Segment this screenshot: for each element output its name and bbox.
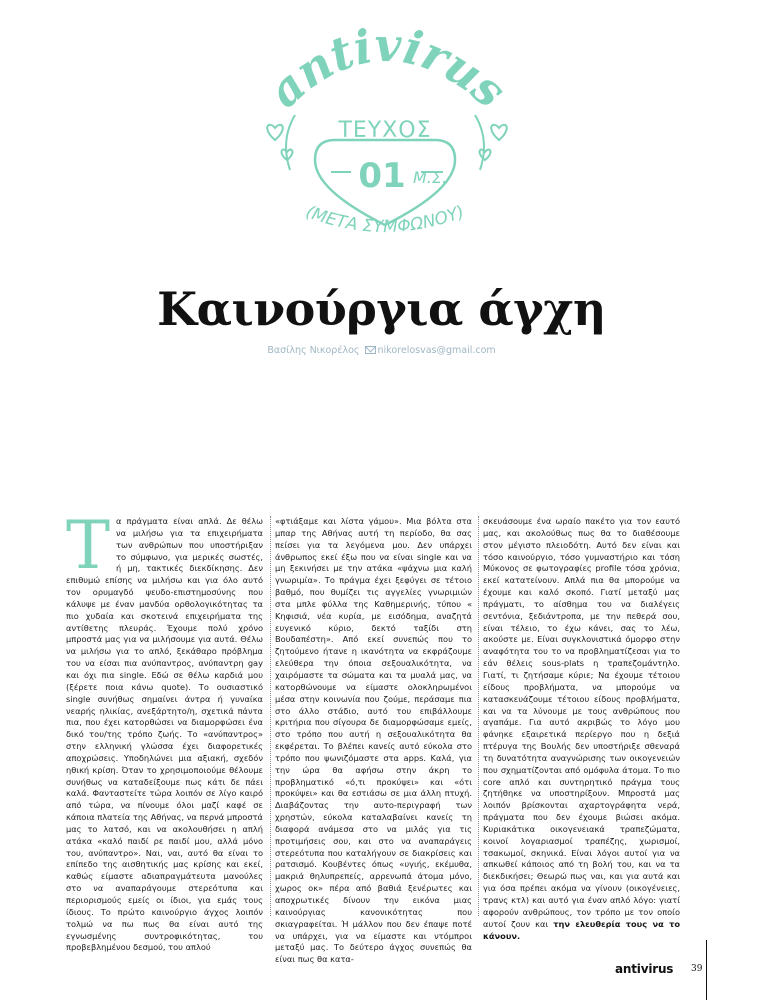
column-1-body: α πράγματα είναι απλά. Δε θέλω να μιλήσω για τα επιχειρήματα των ανθρώπων που υποστήριξαν το σύμφωνο, για μερικές σωστές, ή μη, τακτικές διεκδίκησης. Δεν επιθυμώ επίσης να μιλήσω και για όλο αυτό τον ορυμαγδό ψευδο-επιστημοσύνης που κάλυψε με έναν μανδύα ορθολογικότητας τα πιο χυδαία και σκοτεινά επιχειρήματα της αντίθετης πλευράς. Έχουμε πολύ χρόνο μπροστά μας για να μιλήσουμε για αυτά. Θέλω να μιλήσω για το απλό, ξεκάθαρο πρόβλημα του να είσαι πια ανύπαντρος, ανύπαντρη gay και όχι πια single. Εδώ σε θέλω καρδιά μου (ξέρετε ποια κάνω quote). Το ουσιαστικό single συνήθως σημαίνει άντρα ή γυναίκα νεαρής ηλικίας, ανεξάρτητο/η, σχετικά πάντα πια, που έχει κατορθώσει να διαμορφώσει ένα δικό του/της τρόπο ζωής. Το «ανύπαντρος» στην ελληνική γλώσσα έχει διαφορετικές αποχρώσεις. Υποδηλώνει μια αξιακή, σχεδόν ηθική κρίση. Όταν το χρησιμοποιούμε θέλουμε συνήθως να καταδείξουμε πως κάτι δε πάει καλά. Φανταστείτε τώρα λοιπόν σε λίγο καιρό από τώρα, να πίνουμε όλοι μαζί καφέ σε κάποια πλατεία της Αθήνας, να περνά μπροστά μας το λατσό, και να ακολουθήσει η απλή ατάκα «καλό παιδί ρε παιδί μου, αλλά μόνο του, ανύπαντρο». Ναι, ναι, αυτό θα είναι το επίπεδο της αισθητικής μας κρίσης και εκεί, καθώς είμαστε αδιαπραγμάτευτα μανούλες στο να αναπαράγουμε στερεότυπα και περιορισμούς εμείς οι ίδιοι, για εμάς τους ίδιους. Το πρώτο καινούργιο άγχος λοιπόν τολμώ να πω πως θα είναι αυτό της εγνωσμένης συντροφικότητας, του προβεβλημένου δεσμού, του απλού [66, 516, 263, 953]
logo-subtitle: (ΜΕΤΑ ΣΥΜΦΩΝΟΥ) [302, 202, 468, 238]
logo-issue-label: ΤΕΥΧΟΣ [338, 118, 432, 143]
issue-logo [255, 17, 517, 260]
column-divider [270, 516, 271, 916]
drop-cap: Τ [66, 507, 111, 584]
article-column-1 [66, 507, 263, 954]
logo-graphic [255, 17, 517, 260]
logo-script-word: antivirus [257, 17, 517, 119]
column-2-body: «φτιάξαμε και λίστα γάμου». Μια βόλτα στα μπαρ της Αθήνας αυτή τη περίοδο, θα σας πείσει για τα λεγόμενα μου. Δεν υπάρχει άνθρωπος εκεί έξω που να είναι single και να μη ξεκινήσει με την ατάκα «ψάχνω μια καλή γνωριμία». Το πράγμα έχει ξεφύγει σε τέτοιο βαθμό, που θυμίζει τις αγγελίες γνωριμιών στα μπλε φύλλα της Καθημερινής, τύπου « Κηφισιά, νέα κυρία, με εισόδημα, αναζητά ευγενικό κύριο, δεκτό ταξίδι στη Βουδαπέστη». Από εκεί συνεπώς που το ζητούμενο ήτανε η ικανότητα να εκφράζουμε ελεύθερα την όποια σεξουαλικότητα, να χαιρόμαστε τα σώματα και τα μυαλά μας, να κατορθώνουμε να είμαστε ολοκληρωμένοι μέσα στην κοινωνία που ζούμε, περάσαμε πια στο άλλο στάδιο, αυτό του επιβάλλουμε κριτήρια που σίγουρα δε διαμορφώσαμε εμείς, στο τρόπο που αυτή η σεξουαλικότητα θα εκφέρεται. Το βλέπει κανείς αυτό εύκολα στο τρόπο που ψωνιζόμαστε στα apps. Καλά, για την ώρα θα αφήσω στην άκρη το προβληματικό «ό,τι προκύψει» και «ότι προκύψει» και θα εστιάσω σε μια άλλη πτυχή. Διαβάζοντας την αυτο-περιγραφή των χρηστών, εύκολα καταλαβαίνει κανείς τη διαφορά ανάμεσα στο να μιλάς για τις προτιμήσεις σου, και στο να αναπαράγεις στερεότυπα που καταλήγουν σε διακρίσεις και ρατσισμό. Κουβέντες όπως «υγιής, εκέμυθα, μακριά θηλυπρεπείς, αρρενωπά άτομα μόνο, χωρος οκ» πέρα από βαθιά ξενέρωτες και αποχρωτικές δίνουν την εικόνα μιας καινούργιας κανονικότητας που σκιαγραφείται. Ή μάλλον που δεν έπαψε ποτέ να υπάρχει, για να είμαστε και ντόμπροι μεταξύ μας. Το δεύτερο άγχος συνεπώς θα είναι πως θα κατα- [275, 516, 472, 965]
article-column-2 [275, 516, 472, 966]
footer-brand: antivirus [615, 962, 674, 976]
author-email[interactable]: nikorelosvas@gmail.com [377, 345, 496, 356]
footer-rule [706, 940, 707, 1000]
logo-issue-suffix: Μ.Σ. [413, 168, 448, 187]
page-number: 39 [691, 964, 703, 974]
author-name: Βασίλης Νικορέλος [267, 345, 360, 356]
article-title: Καινούργια άγχη [157, 282, 606, 336]
logo-issue-number: 01 [358, 156, 406, 196]
column-3-body: σκευάσουμε ένα ωραίο πακέτο για τον εαυτό μας, και ακολούθως πως θα το διαθέσουμε στον μέγιστο πλειοδότη. Αυτό δεν είναι και τόσο καινούργιο, τόσο γυμναστήριο και τόση Μύκονος σε φωτογραφίες profile τόσα χρόνια, εκεί κατατείνουν. Απλά πια θα μπορούμε να έχουμε και καλό σκοπό. Γιατί μεταξύ μας πράγματι, το αίσθημα του να διαλέγεις σεντόνια, ξεδιάντροπα, με την πεθερά σου, είναι τέλειο, το έχω κάνει, σας το λέω, ακούστε με. Είναι συγκλονιστικά όμορφο στην αναφότητα του το να προβληματίζεσαι για το εάν θέλεις sous-plats η τραπεζομάντηλο. Γιατί, τι ζητήσαμε κύριε; Να έχουμε τέτοιου είδους προβλήματα, να μπορούμε να κατασκευάζουμε τέτοιου είδους προβλήματα, και να τα λύνουμε με τους ανθρώπους που αγαπάμε. Για αυτό ακριβώς το λόγο μου φάνηκε εξαιρετικά περίεργο που η δεξιά πτέρυγα της Βουλής δεν υποστήριξε σθεναρά τη δυνατότητα αναγνώρισης των οικογενειών που σχηματίζονται από ομόφυλα άτομα. Το πιο core απλό και συντηρητικό πράγμα τους ζητήθηκε να υποστηρίξουν. Μπροστά μας λοιπόν βρίσκονται αχαρτογράφητα νερά, πράγματα που δεν έχουμε βιώσει ακόμα. Κυριακάτικα οικογενειακά τραπεζώματα, κοινοί λογαριασμοί τραπέζης, χωρισμοί, τσακωμοί, σκηνικά. Είναι λόγοι αυτοί για να απκωθεί κάποιος από τη βολή του, και να τα διεκδικήσει; Θεωρώ πως ναι, και για αυτά και για όσα πρέπει ακόμα να γίνουν (οικογένειες, τρανς κτλ) και αυτό για έναν απλό λόγο: γιατί αφορούν ανθρώπους, τον τρόπο με τον οποίο αυτοί ζουν και [483, 516, 680, 929]
article-column-3 [483, 516, 680, 942]
column-3-bold-ending: την ελευθερία τους να το κάνουν. [483, 918, 680, 941]
column-3-text [483, 516, 680, 942]
byline [0, 345, 763, 356]
column-1-text [66, 507, 263, 954]
mail-icon [365, 346, 376, 354]
column-divider [478, 516, 479, 916]
